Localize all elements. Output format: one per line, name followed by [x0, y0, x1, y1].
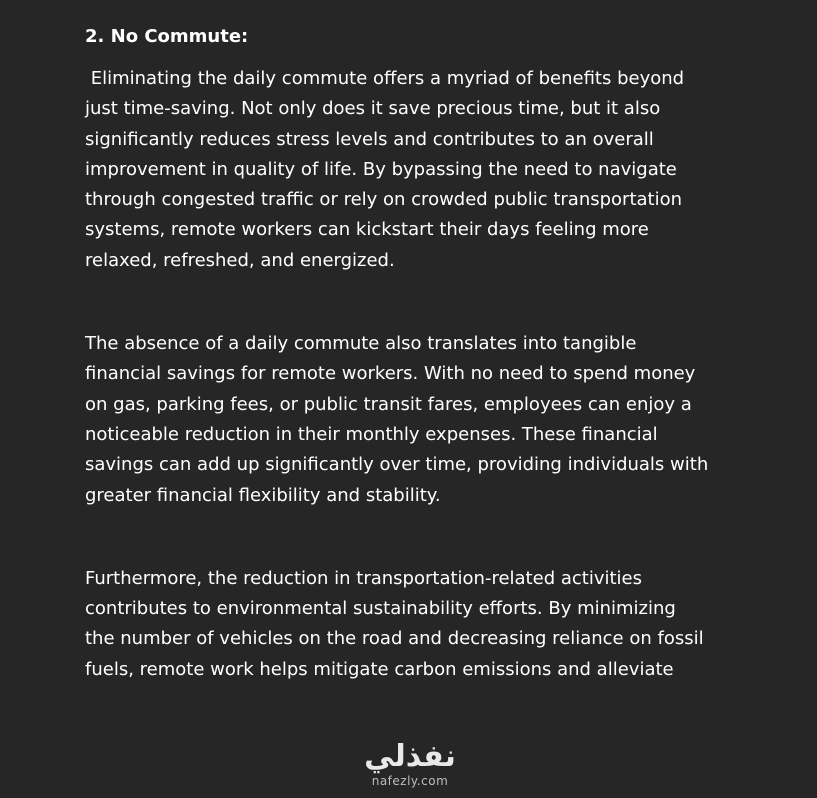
document-body [85, 24, 745, 685]
paragraph-1: Eliminating the daily commute offers a myriad of benefits beyond just time-saving. Not only does it save precious time, but it also significantly reduces stress levels and contributes to an overall improvement in quality of life. By bypassing the need to navigate through congested traffic or rely on crowded public transportation systems, remote workers can kickstart their days feeling more relaxed, refreshed, and energized. [85, 68, 685, 271]
watermark-url: nafezly.com [371, 774, 449, 788]
watermark-logo [355, 740, 465, 798]
section-heading: 2. No Commute: [85, 26, 249, 47]
paragraph-3: Furthermore, the reduction in transportation-related activities contributes to environmental sustainability efforts. By minimizing the number of vehicles on the road and decreasing reliance on fossil fuels, remote work helps mitigate carbon emissions and alleviate [85, 567, 704, 680]
watermark-logo-text: نفذلي [364, 739, 456, 774]
paragraph-2: The absence of a daily commute also translates into tangible financial savings for remote workers. With no need to spend money on gas, parking fees, or public transit fares, employees can enjoy a noticeable reduction in their monthly expenses. These financial savings can add up significantly over time, providing individuals with greater financial flexibility and stability. [85, 333, 709, 506]
